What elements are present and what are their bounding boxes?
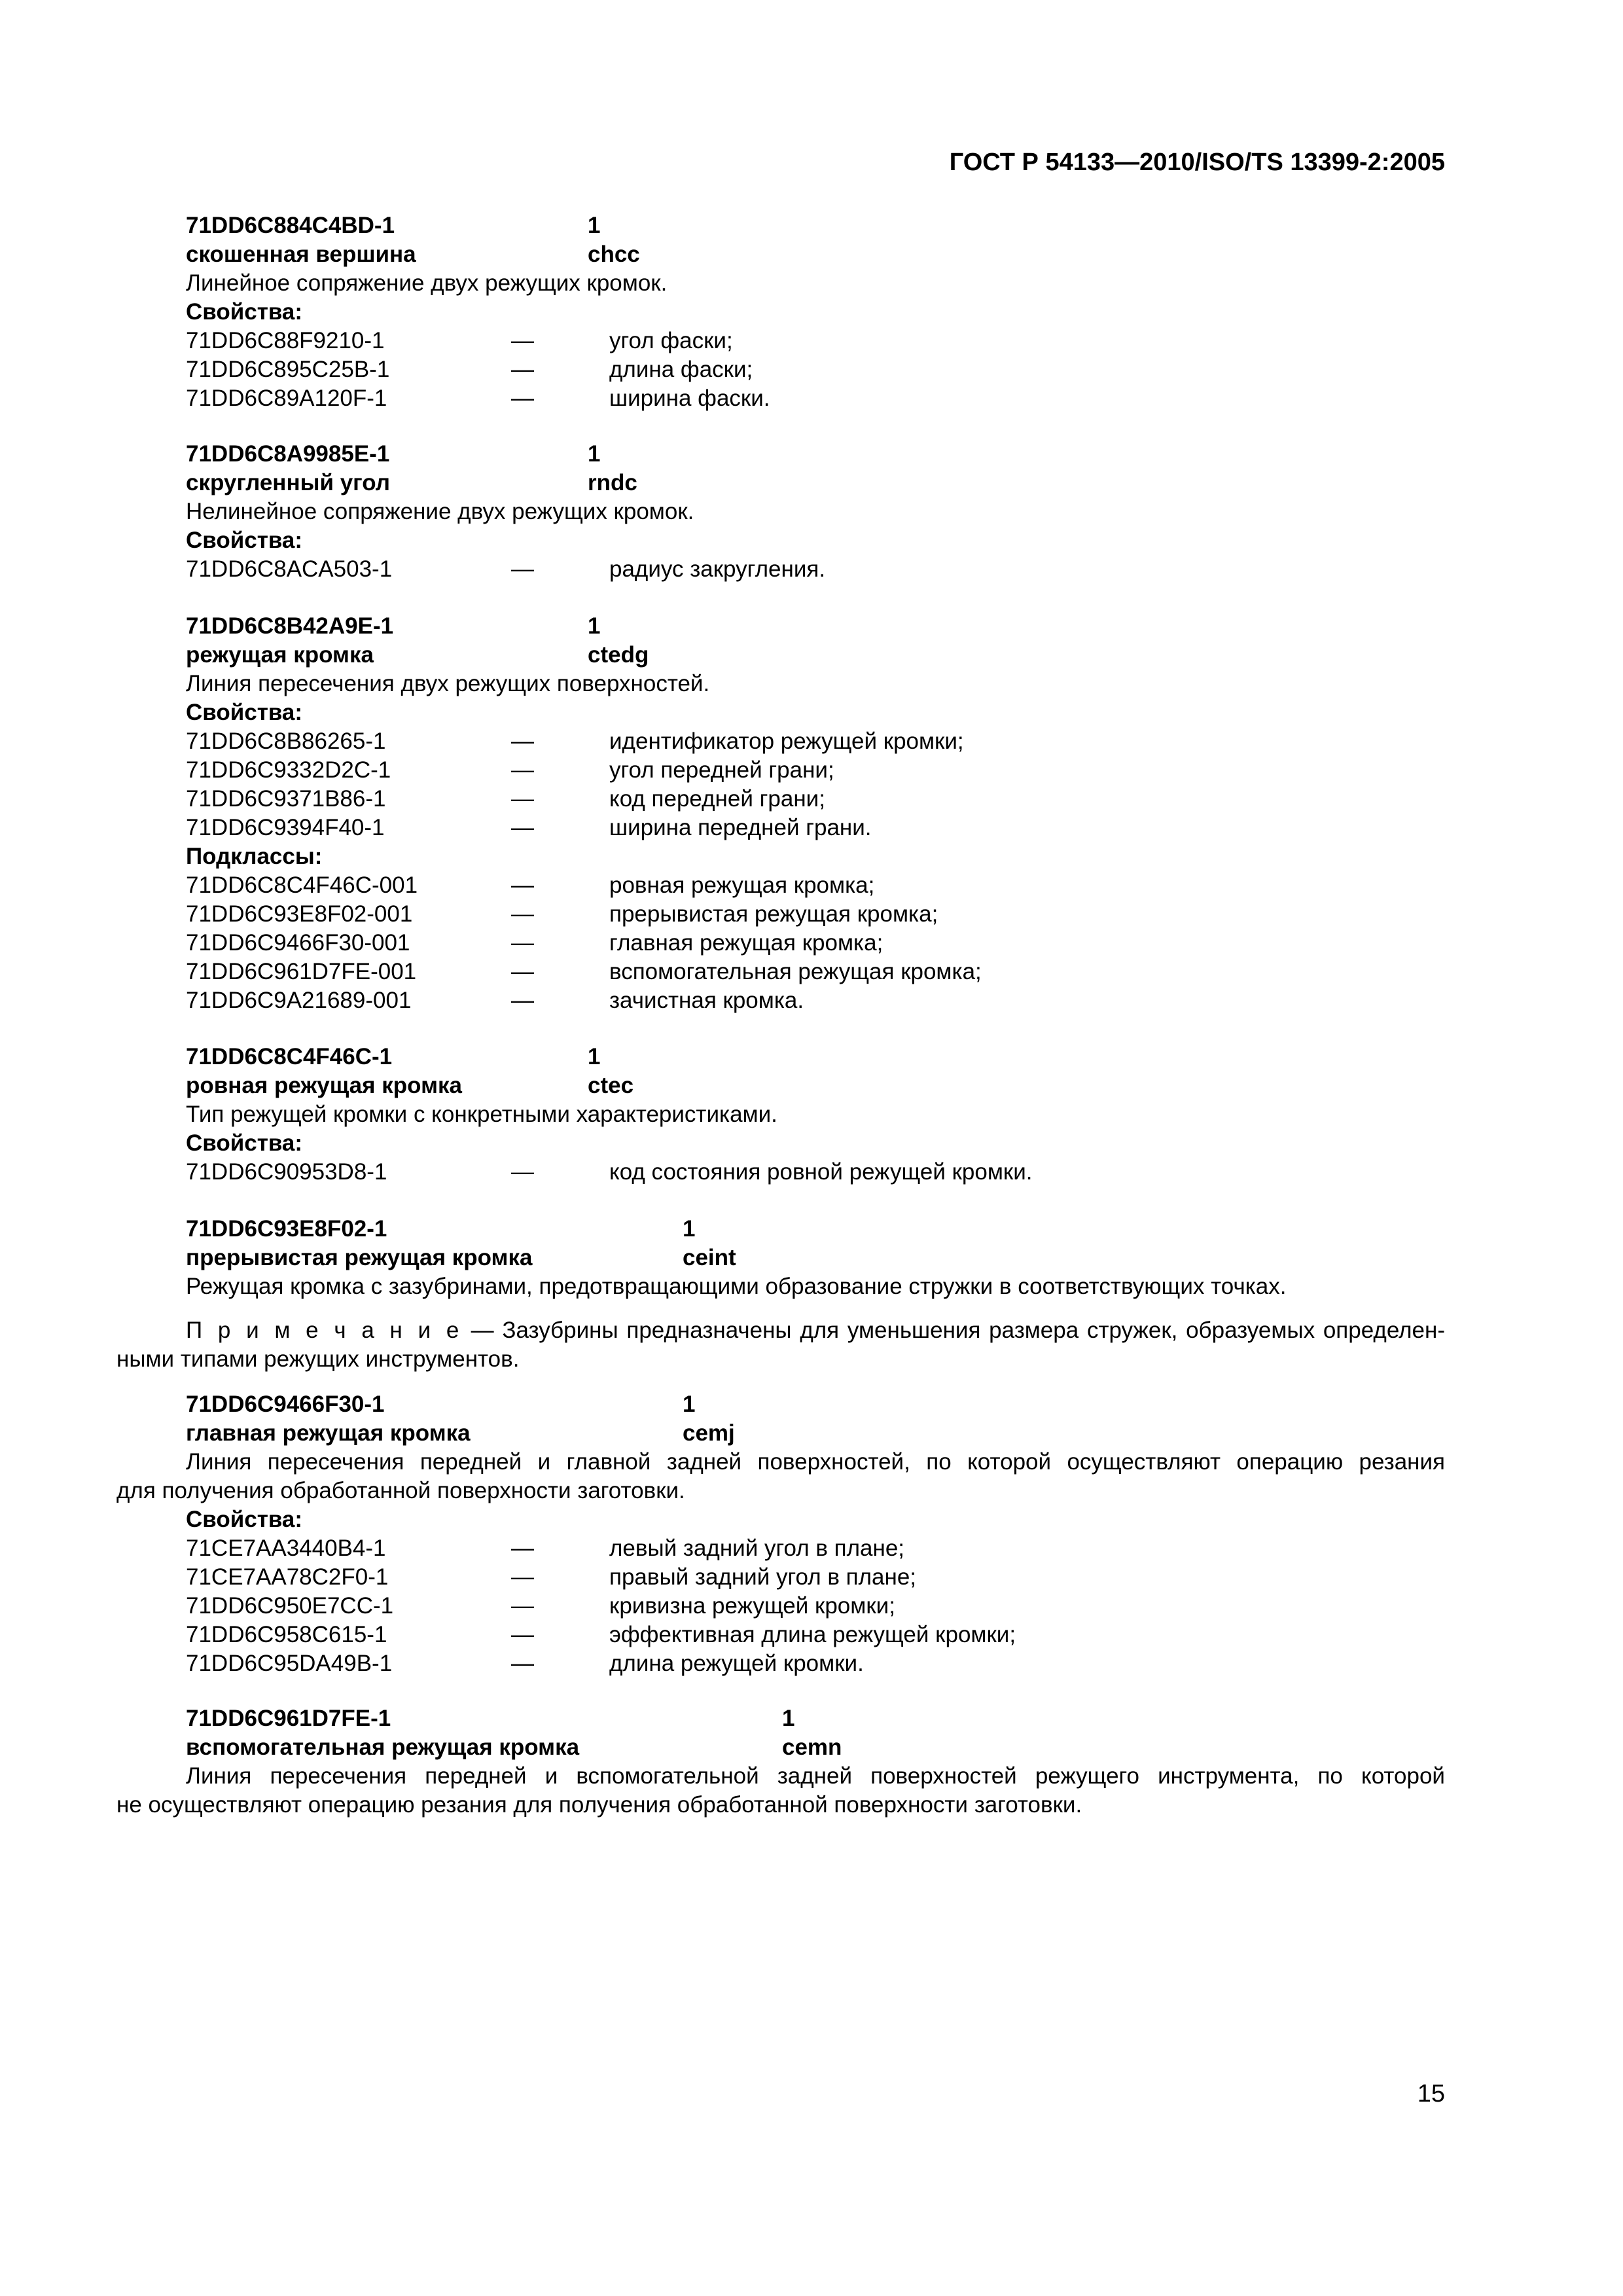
- entry-id: 71DD6C8B42A9E-1: [186, 613, 394, 639]
- entry-name-row: [0, 1071, 1623, 1100]
- note-label: П р и м е ч а н и е: [186, 1318, 463, 1343]
- subclass-row: 71DD6C961D7FE-001 — вспомогательная режущая кромка;: [186, 959, 982, 984]
- property-row: 71DD6C95DA49B-1 — длина режущей кромки.: [186, 1651, 864, 1676]
- entry-name-row: [0, 240, 1623, 269]
- properties-label: Свойства:: [186, 299, 303, 325]
- note: [0, 1316, 1623, 1345]
- entry-code: ceint: [683, 1245, 736, 1270]
- entry-description: Линейное сопряжение двух режущих кромок.: [186, 270, 668, 296]
- page-number: 15: [1417, 2080, 1445, 2108]
- subclass-row: 71DD6C93E8F02-001 — прерывистая режущая кромка;: [186, 901, 938, 927]
- entry-description: Линия пересечения двух режущих поверхностей.: [186, 671, 710, 696]
- entry-version: 1: [588, 613, 601, 639]
- subclass-row: 71DD6C9A21689-001 — зачистная кромка.: [186, 988, 804, 1013]
- entry-heading: [0, 612, 1623, 641]
- entry-description: Нелинейное сопряжение двух режущих кромок.: [186, 499, 694, 524]
- entry-id: 71DD6C884C4BD-1: [186, 213, 395, 238]
- entry-name-row: [0, 1419, 1623, 1448]
- property-row: 71DD6C958C615-1 — эффективная длина режущей кромки;: [186, 1622, 1016, 1647]
- entry-heading: [0, 211, 1623, 240]
- property-row: 71DD6C9371B86-1 — код передней грани;: [186, 786, 825, 812]
- entry-description-continuation: для получения обработанной поверхности заготовки.: [116, 1478, 685, 1503]
- property-row: 71DD6C89A120F-1 — ширина фаски.: [186, 386, 770, 411]
- entry-heading: [0, 1215, 1623, 1244]
- entry-id: 71DD6C93E8F02-1: [186, 1216, 387, 1242]
- entry-code: ctec: [588, 1073, 634, 1098]
- entry-version: 1: [588, 441, 601, 467]
- entry-heading: [0, 440, 1623, 469]
- entry-code: cemj: [683, 1420, 735, 1446]
- property-row: 71DD6C8B86265-1 — идентификатор режущей кромки;: [186, 728, 964, 754]
- property-row: 71DD6C9394F40-1 — ширина передней грани.: [186, 815, 872, 840]
- entry-name-row: [0, 1244, 1623, 1272]
- property-row: 71DD6C895C25B-1 — длина фаски;: [186, 357, 753, 382]
- entry-name-row: [0, 1733, 1623, 1762]
- entry-id: 71DD6C9466F30-1: [186, 1391, 385, 1417]
- entry-version: 1: [588, 1044, 601, 1069]
- entry-name: режущая кромка: [186, 642, 374, 668]
- subclasses-label: Подклассы:: [186, 844, 323, 869]
- entry-description-continuation: не осуществляют операцию резания для получения обработанной поверхности заготовки.: [116, 1792, 1082, 1818]
- entry-name: прерывистая режущая кромка: [186, 1245, 533, 1270]
- note-text: — Зазубрины предназначены для уменьшения размера стружек, образуемых определен-: [462, 1318, 1445, 1343]
- property-row: 71DD6C950E7CC-1 — кривизна режущей кромки;: [186, 1593, 895, 1619]
- entry-version: 1: [683, 1391, 696, 1417]
- entry-name-row: [0, 641, 1623, 670]
- document-header: ГОСТ Р 54133—2010/ISO/TS 13399-2:2005: [949, 149, 1445, 176]
- entry-name: ровная режущая кромка: [186, 1073, 462, 1098]
- properties-label: Свойства:: [186, 700, 303, 725]
- entry-heading: [0, 1390, 1623, 1419]
- subclass-row: 71DD6C9466F30-001 — главная режущая кромка;: [186, 930, 883, 956]
- entry-description: Линия пересечения передней и главной задней поверхностей, по которой осуществляют операцию резания: [186, 1449, 1445, 1475]
- property-row: 71DD6C9332D2C-1 — угол передней грани;: [186, 757, 834, 783]
- entry-id: 71DD6C8C4F46C-1: [186, 1044, 393, 1069]
- entry-name: главная режущая кромка: [186, 1420, 471, 1446]
- entry-description: Режущая кромка с зазубринами, предотвращающими образование стружки в соответствующих точках.: [186, 1274, 1287, 1299]
- entry-code: ctedg: [588, 642, 649, 668]
- entry-id: 71DD6C8A9985E-1: [186, 441, 390, 467]
- entry-version: 1: [782, 1706, 795, 1731]
- entry-code: cemn: [782, 1734, 842, 1760]
- entry-code: chcc: [588, 242, 640, 267]
- entry-name: вспомогательная режущая кромка: [186, 1734, 580, 1760]
- entry-version: 1: [683, 1216, 696, 1242]
- subclass-row: 71DD6C8C4F46C-001 — ровная режущая кромка;: [186, 872, 875, 898]
- entry-heading: [0, 1043, 1623, 1071]
- entry-heading: [0, 1704, 1623, 1733]
- property-row: 71DD6C90953D8-1 — код состояния ровной режущей кромки.: [186, 1159, 1033, 1185]
- entry-version: 1: [588, 213, 601, 238]
- property-row: 71CE7AA78C2F0-1 — правый задний угол в плане;: [186, 1564, 917, 1590]
- properties-label: Свойства:: [186, 1507, 303, 1532]
- entry-code: rndc: [588, 470, 637, 495]
- entry-description: Линия пересечения передней и вспомогательной задней поверхностей режущего инструмента, по которой: [186, 1763, 1445, 1789]
- note-continuation: ными типами режущих инструментов.: [116, 1346, 520, 1372]
- entry-name: скругленный угол: [186, 470, 391, 495]
- entry-name: скошенная вершина: [186, 242, 416, 267]
- entry-name-row: [0, 469, 1623, 497]
- property-row: 71DD6C88F9210-1 — угол фаски;: [186, 328, 733, 353]
- property-row: 71DD6C8ACA503-1 — радиус закругления.: [186, 556, 826, 582]
- entry-description: Тип режущей кромки с конкретными характеристиками.: [186, 1102, 777, 1127]
- properties-label: Свойства:: [186, 528, 303, 553]
- entry-id: 71DD6C961D7FE-1: [186, 1706, 391, 1731]
- property-row: 71CE7AA3440B4-1 — левый задний угол в плане;: [186, 1535, 905, 1561]
- properties-label: Свойства:: [186, 1130, 303, 1156]
